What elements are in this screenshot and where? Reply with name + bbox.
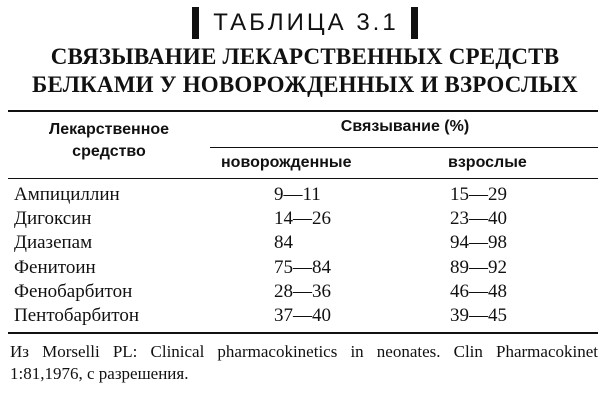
header-bottom-rule [8,178,598,179]
column-header-binding: Связывание (%) [340,118,470,135]
drug-cell: Фенобарбитон [14,280,133,302]
drug-cell: Дигоксин [14,208,92,230]
column-header-newborn: новорожденные [221,154,352,171]
adults-cell: 23—40 [450,208,507,230]
label-left-bar [192,7,199,39]
table-row [14,280,598,304]
adults-cell: 94—98 [450,232,507,254]
table-row [14,256,598,280]
label-right-bar [411,7,418,39]
newborn-cell: 28—36 [274,280,331,302]
drug-cell: Ампициллин [14,184,120,205]
table-bottom-rule [8,332,598,334]
column-header-drug-line-2: средство [72,143,146,160]
newborn-cell: 9—11 [274,184,321,205]
table-label-row [0,6,610,44]
table-label [192,6,417,40]
binding-header-rule [210,147,598,148]
drug-cell: Пентобарбитон [14,304,140,326]
table-body [14,183,598,328]
newborn-cell: 84 [274,232,293,254]
table-row [14,207,598,231]
table-title-line-2: БЕЛКАМИ У НОВОРОЖДЕННЫХ И ВЗРОСЛЫХ [32,72,578,97]
drug-cell: Диазепам [14,232,93,254]
table-label-text: ТАБЛИЦА 3.1 [213,9,399,36]
table-title-line-1: СВЯЗЫВАНИЕ ЛЕКАРСТВЕННЫХ СРЕДСТВ [50,44,560,69]
adults-cell: 89—92 [450,256,507,278]
column-header-drug-line-1: Лекарственное [48,121,170,138]
column-header-drug [14,119,204,163]
adults-cell: 15—29 [450,184,507,205]
newborn-cell: 37—40 [274,304,331,326]
drug-cell: Фенитоин [14,256,96,278]
adults-cell: 39—45 [450,304,507,326]
table-top-rule [8,110,598,112]
column-header-adults: взрослые [448,154,527,171]
table-row [14,183,598,207]
adults-cell: 46—48 [450,280,507,302]
newborn-cell: 14—26 [274,208,331,230]
table-row [14,231,598,255]
newborn-cell: 75—84 [274,256,331,278]
table-row [14,304,598,328]
source-note: Из Morselli PL: Clinical pharmacokinetics in neonates. Clin Pharmacokinet 1:81,1976, с разрешения. [10,342,598,383]
